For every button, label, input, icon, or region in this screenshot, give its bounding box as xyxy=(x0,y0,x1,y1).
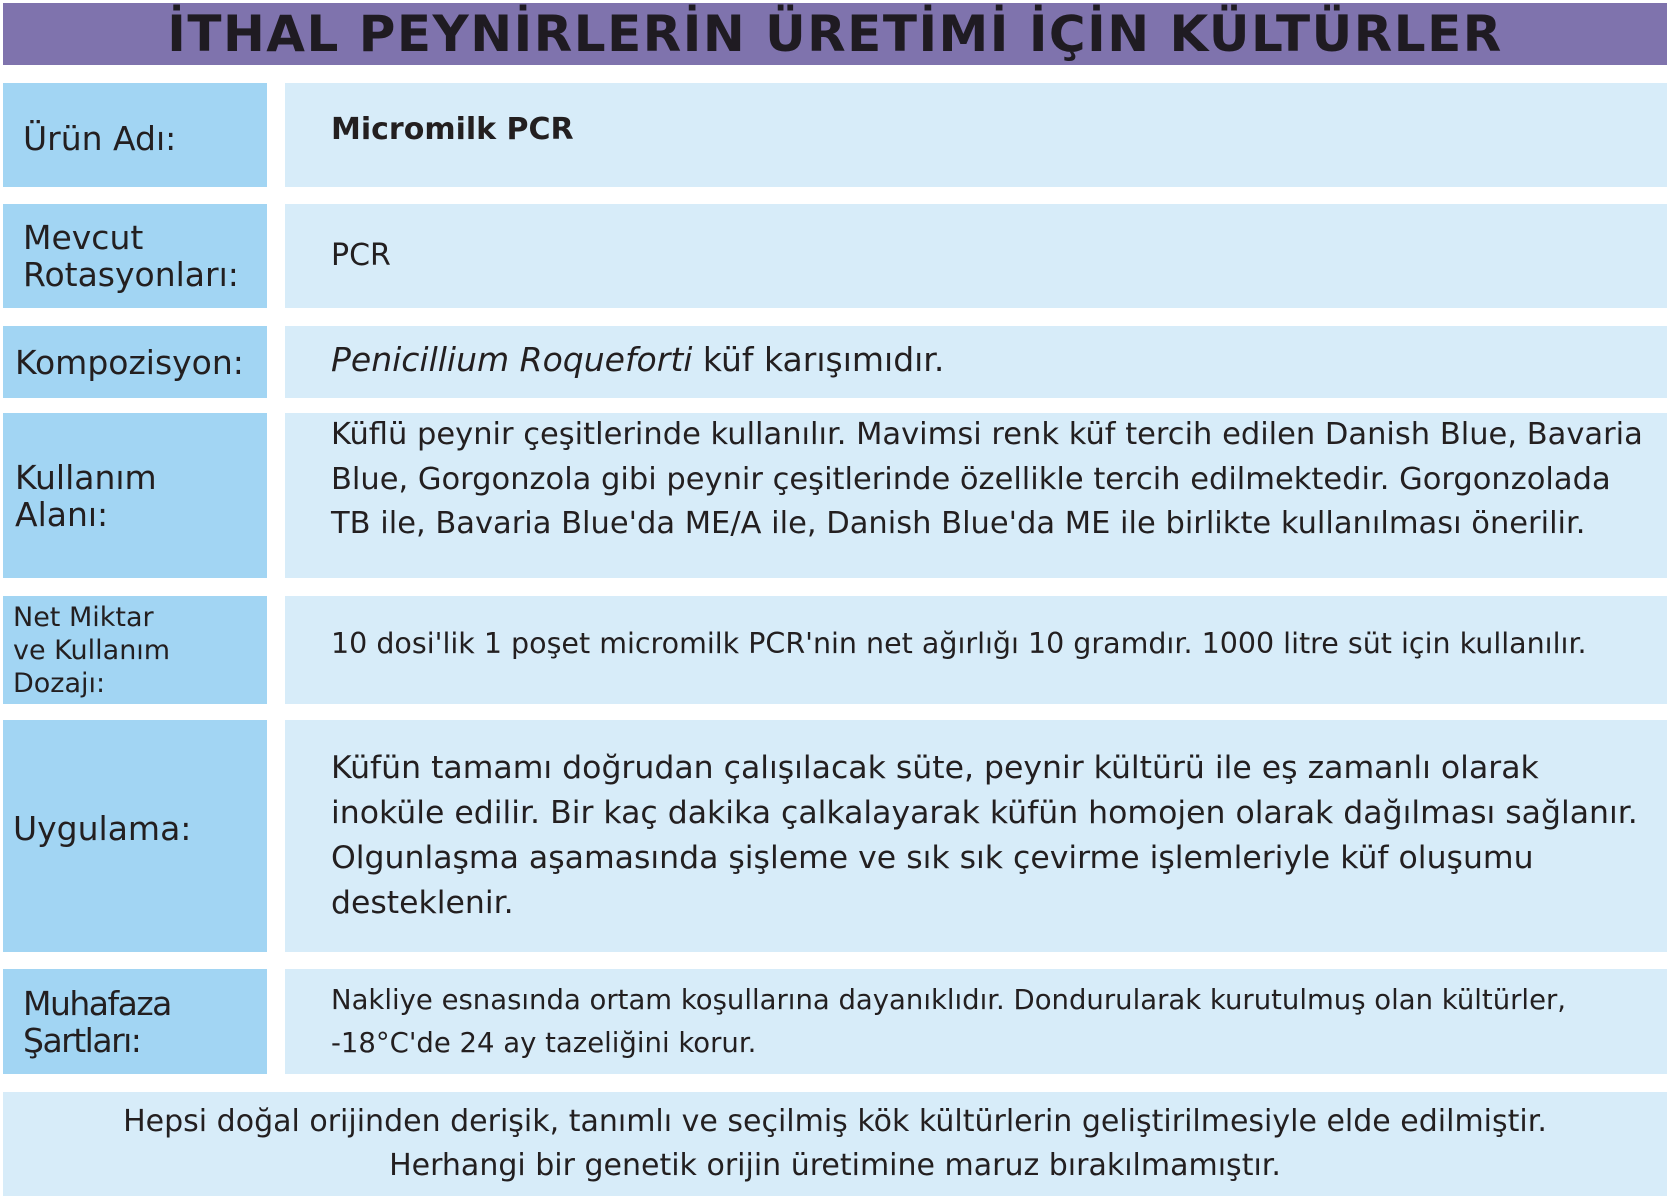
label-cell xyxy=(3,720,267,952)
page-title: İTHAL PEYNİRLERİN ÜRETİMİ İÇİN KÜLTÜRLER xyxy=(167,5,1503,63)
composition-rest: küf karışımıdır. xyxy=(692,340,945,379)
label-cell xyxy=(3,326,267,398)
value-cell xyxy=(285,204,1667,308)
value-cell xyxy=(285,83,1667,187)
label-cell xyxy=(3,969,267,1074)
footer-note-line-2: Herhangi bir genetik orijin üretimine maruz bırakılmamıştır. xyxy=(389,1148,1281,1183)
value-cell xyxy=(285,413,1667,578)
application-value: Küfün tamamı doğrudan çalışılacak süte, peynir kültürü ile eş zamanlı olarak inoküle edilir. Bir kaç dakika çalkalayarak küfün homojen olarak dağılması sağlanır. Olgunlaşma aşamasında şişleme ve sık sık çevirme işlemleriyle küf oluşumu desteklenir. xyxy=(331,750,1638,921)
label-cell xyxy=(3,596,267,704)
label-cell xyxy=(3,204,267,308)
value-cell xyxy=(285,720,1667,952)
row-application xyxy=(3,720,1667,952)
storage-conditions-label: Muhafaza Şartları: xyxy=(23,983,171,1060)
footer-note-line-1: Hepsi doğal orijinden derişik, tanımlı ve seçilmiş kök kültürlerin geliştirilmesiyle elde edilmiştir. xyxy=(123,1104,1547,1139)
value-cell xyxy=(285,969,1667,1074)
value-cell xyxy=(285,326,1667,398)
rotations-label: Mevcut Rotasyonları: xyxy=(23,218,239,294)
rotations-value: PCR xyxy=(331,238,391,273)
composition-value xyxy=(331,338,944,382)
row-net-amount-dosage xyxy=(3,596,1667,704)
row-rotations xyxy=(3,204,1667,308)
usage-area-value: Küflü peynir çeşitlerinde kullanılır. Mavimsi renk küf tercih edilen Danish Blue, Bavaria Blue, Gorgonzola gibi peynir çeşitlerinde özellikle tercih edilmektedir. Gorgonzolada TB ile, Bavaria Blue'da ME/A ile, Danish Blue'da ME ile birlikte kullanılması önerilir. xyxy=(331,417,1643,541)
label-cell xyxy=(3,413,267,578)
species-name: Penicillium Roqueforti xyxy=(331,340,693,379)
row-usage-area xyxy=(3,413,1667,578)
row-storage-conditions xyxy=(3,969,1667,1074)
row-composition xyxy=(3,326,1667,398)
footer-note xyxy=(3,1092,1667,1196)
value-cell xyxy=(285,596,1667,704)
net-amount-dosage-value: 10 dosi'lik 1 poşet micromilk PCR'nin net ağırlığı 10 gramdır. 1000 litre süt için kullanılır. xyxy=(331,627,1587,660)
title-bar xyxy=(3,3,1667,65)
usage-area-label: Kullanım Alanı: xyxy=(15,457,157,534)
product-name-label: Ürün Adı: xyxy=(23,118,177,158)
product-name-value: Micromilk PCR xyxy=(331,112,574,147)
row-product-name xyxy=(3,83,1667,187)
storage-conditions-value: Nakliye esnasında ortam koşullarına dayanıklıdır. Dondurularak kurutulmuş olan kültürler, -18°C'de 24 ay tazeliğini korur. xyxy=(331,983,1567,1059)
application-label: Uygulama: xyxy=(13,808,192,848)
label-cell xyxy=(3,83,267,187)
composition-label: Kompozisyon: xyxy=(15,342,244,382)
net-amount-dosage-label: Net Miktar ve Kullanım Dozajı: xyxy=(13,601,171,699)
